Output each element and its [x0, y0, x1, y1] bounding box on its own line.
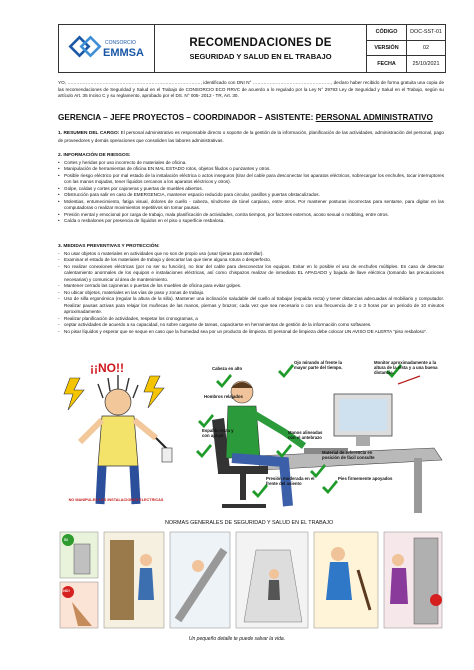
logo-name-text: EMMSA — [102, 46, 144, 59]
meta-label-date: FECHA — [367, 56, 407, 72]
list-item: - No realizar conexiones eléctricas (por no ser su función), no tirar del cable para desconectar los equipos. Evitar en lo posible el uso de enchufes múltiples. En caso de detectar calentamiento anormales de los equipos e instalaciones eléctricas, así como chispazos realizar de inmediato EL APAGADO y bajada de llave eléctrica (tomando las precauciones necesarias) y comunicar al área de mantenimiento. — [58, 264, 444, 284]
list-item: - No pisar líquidos y esperar que se seque en caso que la humedad sea por un producto de limpieza. El personal de limpieza debe colocar UN AVISO DE ALERTA "piso resbaloso". — [58, 329, 444, 336]
meta-label-version: VERSIÓN — [367, 41, 407, 57]
label-ojo: Ojo mirando al frente la mayor parte del tiempo. — [294, 360, 343, 370]
document-header — [58, 24, 446, 73]
normas-title: NORMAS GENERALES DE SEGURIDAD Y SALUD EN EL TRABAJO — [165, 520, 334, 526]
document-title — [155, 25, 367, 72]
list-item: - No usar objetos o materiales en actividades que no son de propio uso (usar tijeras para atornillar). — [58, 251, 444, 258]
document-meta-table — [367, 25, 445, 72]
list-item: - Uso de silla ergonómica (regular la altura de la silla). Mantener una inclinación saludable del cuello al trabajar (espalda recta) y tener distancias adecuadas al mobiliario y computador. Realizar pausas activas para relajar los muñecas de las manos, piernas y brazos; cada vez que sea necesario o con una frecuencia de 2 o 3 horas por un periodo de 10 minutos aproximadamente. — [58, 296, 444, 316]
electrical-shock-icon — [58, 358, 176, 518]
measures-list — [58, 251, 444, 336]
label-cabeza: Cabeza en alto — [212, 366, 243, 371]
electrical-hazard-illustration — [58, 358, 176, 528]
no-sign-text: ¡¡NO!! — [90, 361, 124, 375]
section-summary — [58, 130, 444, 144]
list-item: • Manipulación de herramientas de oficina EN MAL ESTADO rotos, objetos filudos o punzantes y otros. — [58, 166, 444, 173]
company-logo — [59, 25, 155, 72]
ergonomics-illustration — [184, 358, 446, 528]
section2-heading: 2. INFORMACIÓN DE RIESGOS: — [58, 153, 131, 158]
meta-value-date: 25/10/2021 — [412, 61, 440, 68]
normas-illustration-strip — [58, 530, 444, 630]
section1-heading: 1. RESUMEN DEL CARGO: — [58, 131, 120, 136]
section-risks — [58, 153, 444, 225]
list-item: • Cortes y heridas por uso incorrecto de materiales de oficina. — [58, 160, 444, 167]
logo-mark-icon — [67, 34, 147, 64]
label-presion: Presión moderada en el frente del asiento — [266, 476, 315, 486]
list-item: • Posible riesgo eléctrico por mal estado de la instalación eléctrica o actos inseguros (tirar del cable para desconectar los aparatos eléctricos, sobrecargar los enchufes, tocar interruptores con las manos mojadas, tener líquidos cercanos a los aparatos eléctricos y otros). — [58, 173, 444, 186]
label-hombros: Hombros relajados — [204, 394, 243, 399]
list-item: • Caída o resbalones por presencia de líquidos en el piso o superficie resbalosa. — [58, 218, 444, 225]
list-item: • Golpe, caídas y cortes por cajoneras y puertas de muebles abiertos. — [58, 186, 444, 193]
si-label: SI — [64, 537, 68, 542]
section3-heading: 3. MEDIDAS PREVENTIVAS Y PROTECCIÓN: — [58, 244, 160, 249]
logo-top-text: CONSORCIO — [104, 39, 136, 46]
meta-value-code: DOC-SST-01 — [407, 25, 445, 41]
meta-value-version: 02 — [407, 41, 445, 57]
role-name: PERSONAL ADMINISTRATIVO — [315, 113, 433, 122]
list-item: - No ubicar objetos, materiales en las vías de paso y zonas de trabajo. — [58, 290, 444, 297]
list-item: - Realizar planificación de actividades, respetar los cronogramas, a — [58, 316, 444, 323]
label-pies: Pies firmemente apoyados — [338, 476, 393, 481]
section-measures — [58, 244, 444, 336]
intro-paragraph: YO, ……………………………………………………………………………, identificado con DNI N° ……………………………………………, declaro haber recibido de forma gratuita una copia de las recomendaciones de Seguridad y Salud en el Trabajo de CONSORCIO ECO RRVC de acuerdo a lo regulado por la Ley N° 29783 Ley de Seguridad y Salud en el Trabajo, según su artículo Art. 35 Inciso C y su reglamento, aprobado por el DS. N° 005- 2012 - TR, Art. 30. — [58, 80, 444, 99]
meta-label-code: CÓDIGO — [367, 25, 407, 41]
role-prefix: GERENCIA – JEFE PROYECTOS – COORDINADOR – ASISTENTE: — [58, 113, 314, 122]
list-item: • Presión mental y emocional por carga de trabajo, mala planificación de actividades, contra tiempos, por factores externos, acoso sexual o mobbing, entre otros. — [58, 212, 444, 219]
label-material: Material de referencia en posición de fácil consulte — [322, 450, 375, 460]
list-item: - Mantener cerrado las cajoneras o puertas de los muebles de oficina para evitar golpes. — [58, 283, 444, 290]
title-line1: RECOMENDACIONES DE — [189, 36, 332, 49]
safety-norms-icon — [58, 530, 444, 630]
footer-slogan: Un pequeño detalle te puede salvar la vida. — [188, 636, 286, 642]
title-line2: SEGURIDAD Y SALUD EN EL TRABAJO — [189, 51, 332, 61]
list-item: - ceptar actividades de acuerdo a su capacidad, no sobre cargarse de tareas, capacitarse en herramientas de gestión de la información como softwares. — [58, 322, 444, 329]
label-manos: Manos alineadas con el antebrazo — [288, 430, 323, 440]
role-heading — [58, 113, 444, 122]
list-item: • Obstrucción para salir en caso de EMERGENCIA, mantener espacio reducido para circular, pasillos y puertas obstaculizados. — [58, 192, 444, 199]
label-espalda: Espalda recta y con apoyo — [202, 428, 234, 438]
list-item: • Molestias, entumecimiento, fatiga visual, dolores de cuello - cabeza, síndrome de túnel carpiano, entre otros. Por mantener posturas incorrectas para sentarse, para digitar en las computadoras o realizar movimientos repetitivos sin tomar pausas. — [58, 199, 444, 212]
risks-list — [58, 160, 444, 225]
no-label: ¡NO! — [62, 589, 70, 593]
section1-text: El personal administrativo es responsable directo o soporte de la gestión de la información, planificación de las actividades, administración del personal, pago de proveedores y demás operaciones que consoliden las labores administrativas. — [58, 130, 444, 143]
label-monitor: Monitor aproximadamente a la altura de la vista y a una buena distancia. — [374, 360, 438, 375]
no-manipule-caption: NO MANIPULES LAS INSTALACIONES ELECTRICAS — [68, 498, 164, 502]
list-item: - Examinar el estado de los materiales de trabajo y descartar las que tiene alguna rotura o desperfecto. — [58, 257, 444, 264]
